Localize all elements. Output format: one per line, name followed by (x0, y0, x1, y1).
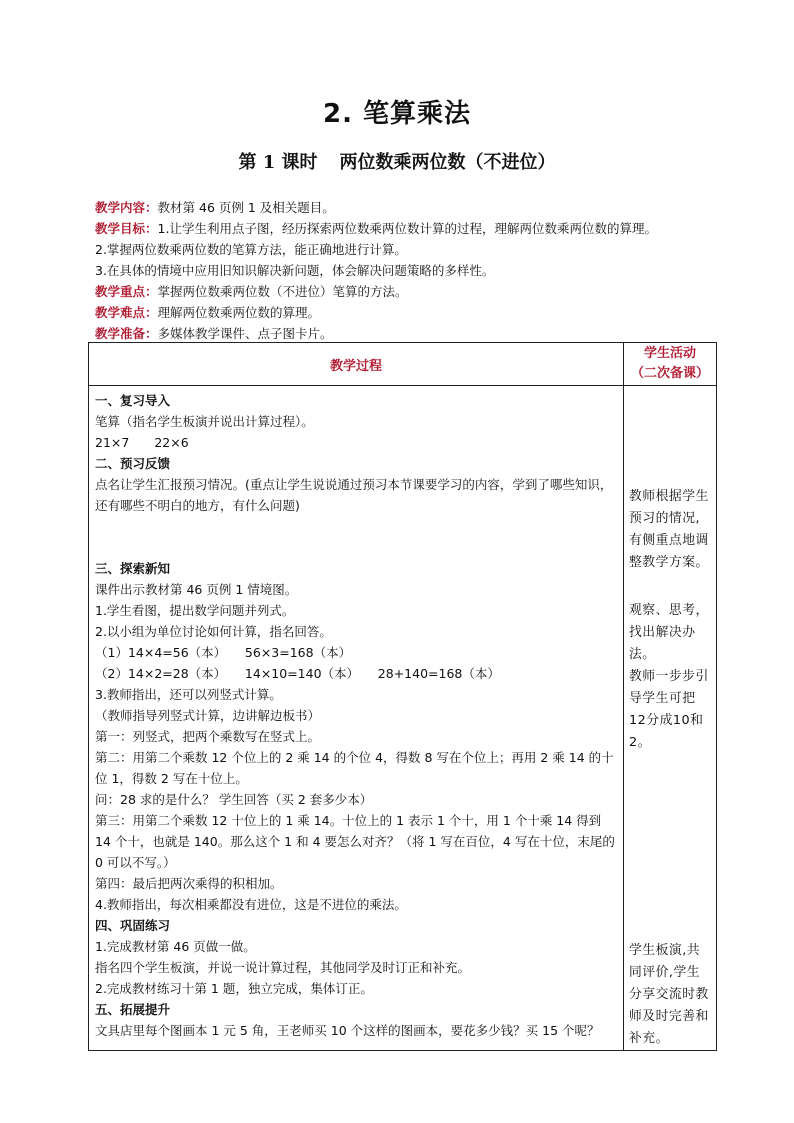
table-body-row (89, 386, 717, 1051)
section-review-line: 笔算（指名学生板演并说出计算过程）。 (95, 414, 314, 429)
section-practice-line: 1.完成教材第 46 页做一做。 (95, 939, 256, 954)
section-preview-title: 二、预习反馈 (95, 456, 171, 471)
section-explore-line: 3.教师指出，还可以列竖式计算。 (95, 687, 282, 702)
section-extension-title: 五、拓展提升 (95, 1002, 171, 1017)
table-header-row (89, 343, 717, 386)
section-practice-line: 指名四个学生板演，并说一说计算过程，其他同学及时订正和补充。 (95, 960, 471, 975)
section-explore-line: 4.教师指出，每次相乘都没有进位，这是不进位的乘法。 (95, 897, 407, 912)
header-side-line-1: 学生活动 (643, 346, 696, 361)
section-explore-line: 第四：最后把两次乘得的积相加。 (95, 876, 283, 891)
lesson-topic: 两位数乘两位数（不进位） (339, 152, 556, 173)
section-preview-line: 点名让学生汇报预习情况。(重点让学生说说通过预习本节课要学习的内容，学到了哪些知识，还有哪些不明白的地方，有什么问题) (95, 477, 613, 513)
section-explore-line: （1）14×4=56（本） 56×3=168（本） (95, 645, 352, 660)
key-text: 掌握两位数乘两位数（不进位）笔算的方法。 (157, 284, 408, 299)
goal-1: 1.让学生利用点子图，经历探索两位数乘两位数计算的过程，理解两位数乘两位数的算理。 (157, 221, 657, 236)
section-review-title: 一、复习导入 (95, 393, 171, 408)
content-label: 教学内容： (95, 200, 158, 215)
section-explore-line: 第三：用第二个乘数 12 十位上的 1 乘 14。十位上的 1 表示 1 个十，用 1 个十乘 14 得到 14 个十，也就是 140。那么这个 1 和 4 要怎么对齐？（将 1 写在百位，4 写在十位，末尾的 0 可以不写。） (95, 813, 615, 870)
section-explore-line: 2.以小组为单位讨论如何计算，指名回答。 (95, 624, 332, 639)
difficulty-text: 理解两位数乘两位数的算理。 (157, 305, 321, 320)
section-explore-title: 三、探索新知 (95, 561, 171, 576)
process-cell (89, 386, 624, 1051)
section-explore-line: 1.学生看图，提出数学问题并列式。 (95, 603, 295, 618)
lesson-number: 第 1 课时 (238, 152, 318, 173)
side-note-observe: 观察、思考，找出解决办法。 (629, 603, 709, 662)
section-practice-title: 四、巩固练习 (95, 918, 171, 933)
goal-3: 3.在具体的情境中应用旧知识解决新问题，体会解决问题策略的多样性。 (95, 263, 495, 278)
header-side-line-2: （二次备课） (630, 366, 709, 381)
document-title: 2. 笔算乘法 (322, 99, 472, 129)
side-note-guide: 教师一步步引导学生可把 12分成10和2。 (629, 669, 709, 750)
header-process: 教学过程 (89, 343, 624, 386)
lesson-subtitle (0, 148, 794, 174)
content-text: 教材第 46 页例 1 及相关题目。 (157, 200, 335, 215)
prep-line (95, 323, 735, 344)
goal-label: 教学目标： (95, 221, 158, 236)
section-explore-line: 第二：用第二个乘数 12 个位上的 2 乘 14 的个位 4，得数 8 写在个位上；再用 2 乘 14 的十位 1，得数 2 写在十位上。 (95, 750, 614, 786)
lesson-meta (95, 197, 735, 344)
section-extension-line: 文具店里每个图画本 1 元 5 角，王老师买 10 个这样的图画本，要花多少钱？买 15 个呢？ (95, 1023, 600, 1038)
side-note-preview: 教师根据学生预习的情况,有侧重点地调整教学方案。 (629, 489, 709, 570)
spacer (95, 516, 617, 558)
header-student-activity (624, 343, 717, 386)
key-line (95, 281, 735, 302)
prep-text: 多媒体教学课件、点子图卡片。 (157, 326, 333, 341)
section-explore-line: （教师指导列竖式计算，边讲解边板书） (95, 708, 321, 723)
goal-2: 2.掌握两位数乘两位数的笔算方法，能正确地进行计算。 (95, 242, 407, 257)
difficulty-line (95, 302, 735, 323)
content-line (95, 197, 735, 218)
section-review-line: 21×7 22×6 (95, 435, 189, 450)
section-explore-line: 问：28 求的是什么？ 学生回答（买 2 套多少本） (95, 792, 373, 807)
goal-line (95, 218, 735, 239)
section-practice-line: 2.完成教材练习十第 1 题，独立完成，集体订正。 (95, 981, 373, 996)
difficulty-label: 教学难点： (95, 305, 158, 320)
student-activity-cell (624, 386, 717, 1051)
key-label: 教学重点： (95, 284, 158, 299)
section-explore-line: （2）14×2=28（本） 14×10=140（本） 28+140=168（本） (95, 666, 500, 681)
section-explore-line: 第一：列竖式，把两个乘数写在竖式上。 (95, 729, 321, 744)
side-note-practice: 学生板演,共同评价,学生分享交流时教师及时完善和补充。 (629, 943, 709, 1046)
prep-label: 教学准备： (95, 326, 158, 341)
section-explore-line: 课件出示教材第 46 页例 1 情境图。 (95, 582, 298, 597)
lesson-table (88, 342, 717, 1051)
